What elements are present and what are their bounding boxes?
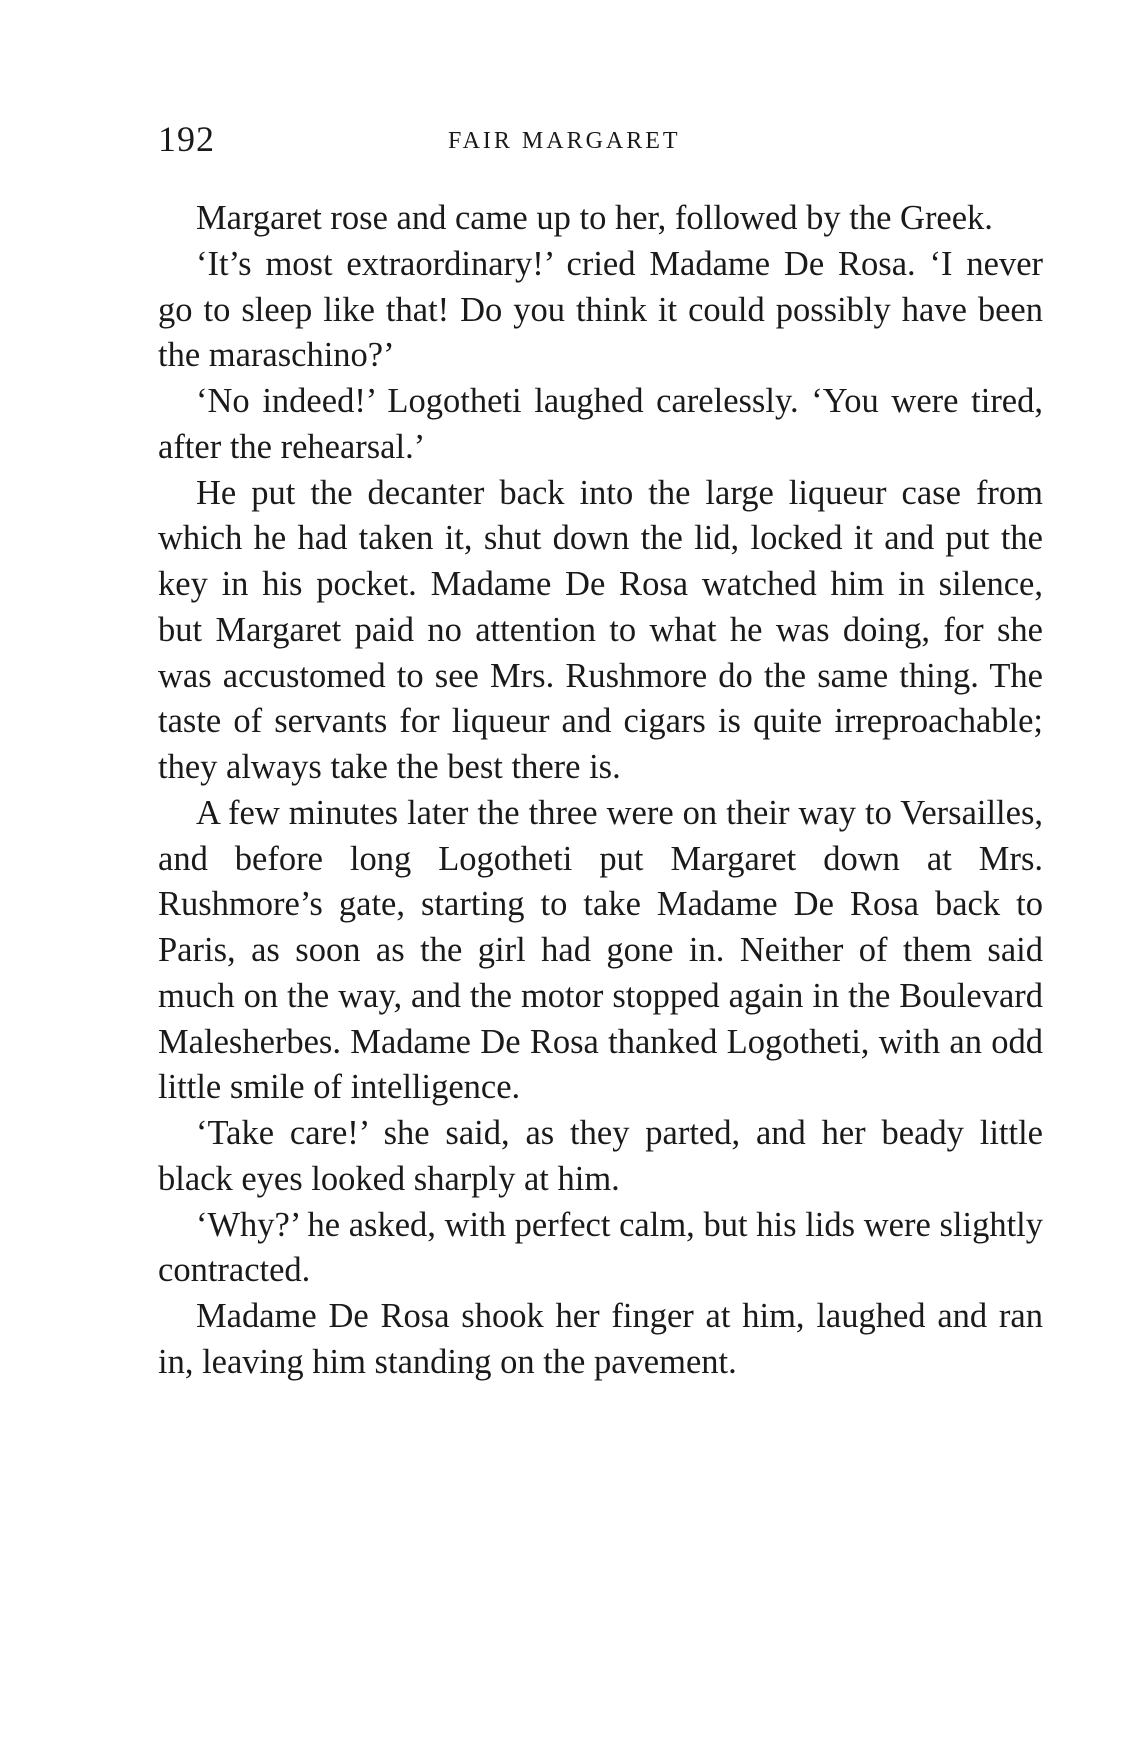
page-number: 192 <box>158 119 215 159</box>
paragraph: ‘No indeed!’ Logotheti laughed carelessly. ‘You were tired, after the rehearsal.’ <box>158 382 1043 466</box>
running-head <box>158 118 1038 168</box>
body-text <box>158 196 1043 1386</box>
paragraph: Madame De Rosa shook her finger at him, laughed and ran in, leaving him standing on the pavement. <box>158 1297 1043 1381</box>
paragraph: Margaret rose and came up to her, followed by the Greek. <box>196 199 993 237</box>
paragraph: ‘Take care!’ she said, as they parted, and her beady little black eyes looked sharply at him. <box>158 1114 1043 1198</box>
running-title: FAIR MARGARET <box>448 128 681 154</box>
paragraph: ‘It’s most extraordinary!’ cried Madame De Rosa. ‘I never go to sleep like that! Do you think it could possibly have been the maraschino?’ <box>158 244 1043 375</box>
paragraph: He put the decanter back into the large liqueur case from which he had taken it, shut down the lid, locked it and put the key in his pocket. Madame De Rosa watched him in silence, but Margaret paid no attention to what he was doing, for she was accustomed to see Mrs. Rushmore do the same thing. The taste of servants for liqueur and cigars is quite irreproachable; they always take the best there is. <box>158 473 1043 786</box>
paragraph: ‘Why?’ he asked, with perfect calm, but his lids were slightly contracted. <box>158 1205 1043 1290</box>
paragraph: A few minutes later the three were on their way to Versailles, and before long Logotheti put Margaret down at Mrs. Rushmore’s gate, starting to take Madame De Rosa back to Paris, as soon as the girl had gone in. Neither of them said much on the way, and the motor stopped again in the Boulevard Malesherbes. Madame De Rosa thanked Logotheti, with an odd little smile of intelligence. <box>158 793 1043 1107</box>
